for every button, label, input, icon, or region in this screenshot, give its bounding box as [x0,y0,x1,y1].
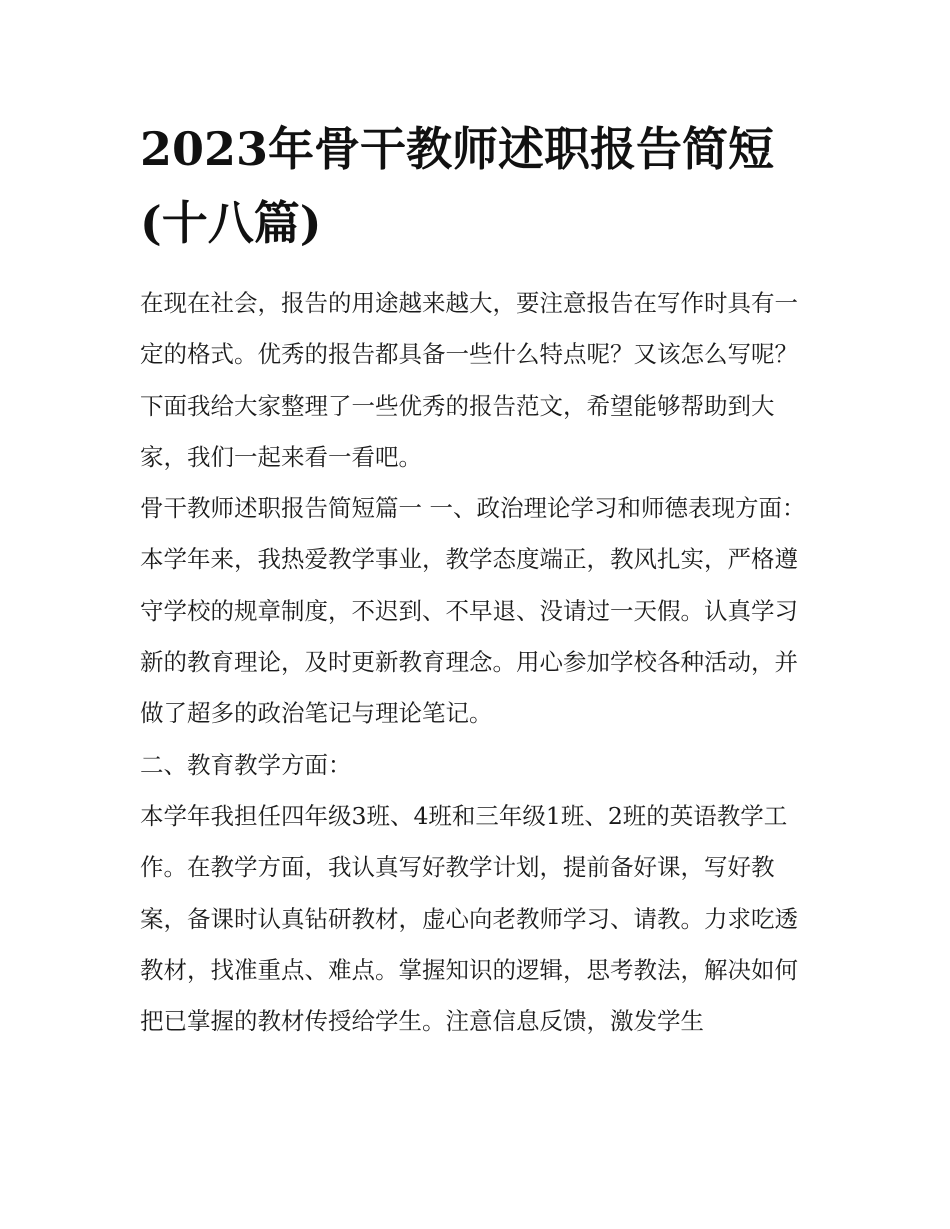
paragraph-section-one-body: 本学年来，我热爱教学事业，教学态度端正，教风扎实，严格遵守学校的规章制度，不迟到、不早退、没请过一天假。认真学习新的教育理论，及时更新教育理念。用心参加学校各种活动，并做了超多的政治笔记与理论笔记。 [140,545,798,728]
paragraph-intro: 在现在社会，报告的用途越来越大，要注意报告在写作时具有一定的格式。优秀的报告都具备一些什么特点呢？又该怎么写呢？下面我给大家整理了一些优秀的报告范文，希望能够帮助到大家，我们一起来看一看吧。 [140,289,798,471]
document-title: 2023年骨干教师述职报告简短(十八篇) [140,122,775,250]
document-body [140,278,820,1047]
paragraph-section-one-heading: 骨干教师述职报告简短篇一 一、政治理论学习和师德表现方面： [140,494,806,523]
paragraph-section-two-body: 本学年我担任四年级3班、4班和三年级1班、2班的英语教学工作。在教学方面，我认真写好教学计划，提前备好课，写好教案，备课时认真钻研教材，虚心向老教师学习、请教。力求吃透教材，找准重点、难点。掌握知识的逻辑，思考教法，解决如何把已掌握的教材传授给学生。注意信息反馈，激发学生 [140,801,798,1036]
paragraph-section-two-heading: 二、教育教学方面： [140,750,352,779]
